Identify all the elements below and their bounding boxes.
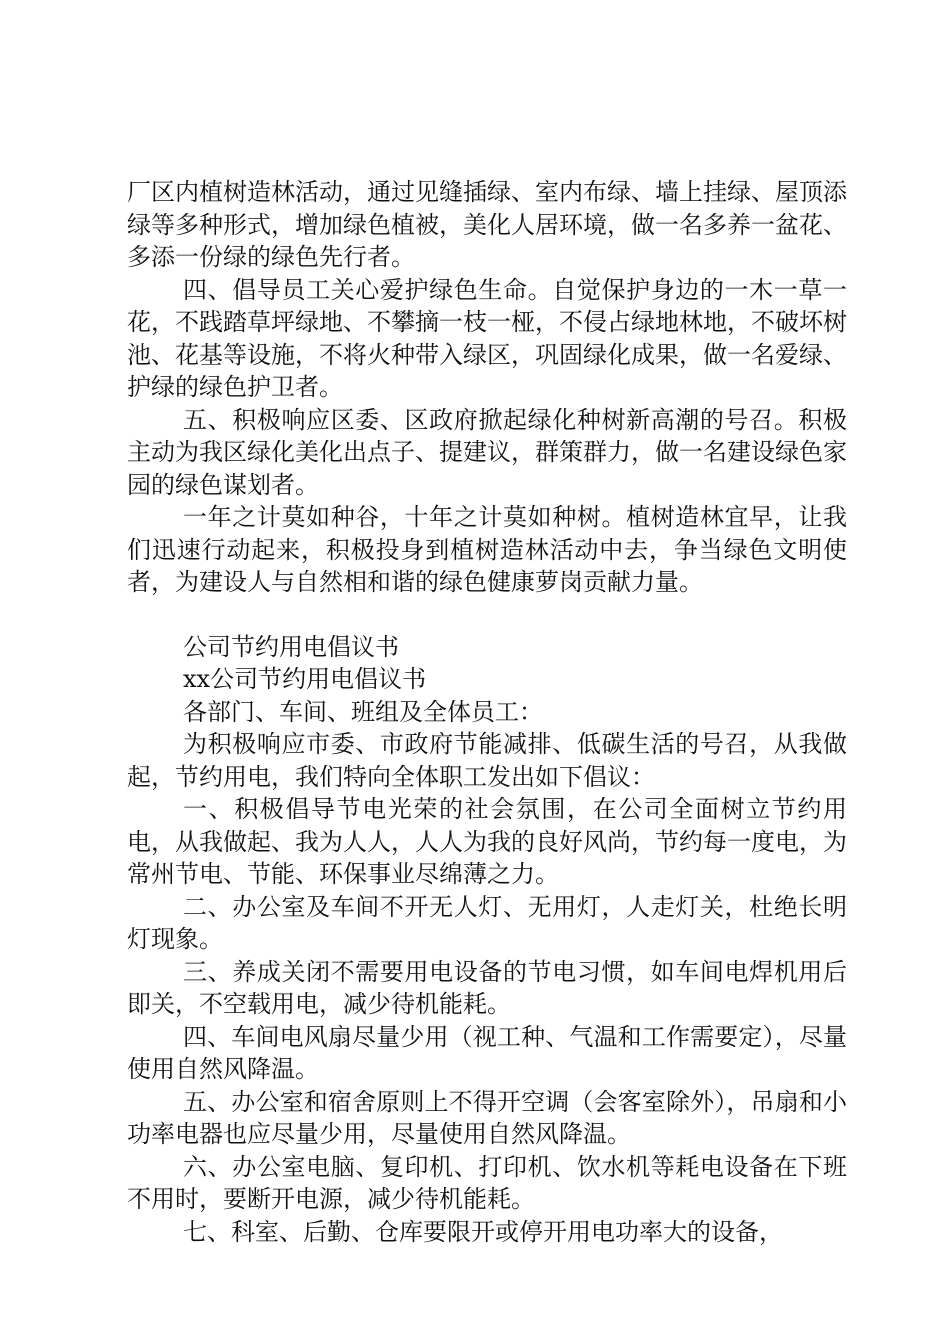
document-title: 公司节约用电倡议书 xyxy=(183,632,399,661)
paragraph-continuation: 厂区内植树造林活动，通过见缝插绿、室内布绿、墙上挂绿、屋顶添绿等多种形式，增加绿色植被，美化人居环境，做一名多养一盆花、多添一份绿的绿色先行者。 xyxy=(127,178,847,271)
salutation: 各部门、车间、班组及全体员工： xyxy=(183,697,543,726)
paragraph-closing: 一年之计莫如种谷，十年之计莫如种树。植树造林宜早，让我们迅速行动起来，积极投身到植树造林活动中去，争当绿色文明使者，为建设人与自然相和谐的绿色健康萝岗贡献力量。 xyxy=(127,503,847,596)
paragraph-item-4: 四、倡导员工关心爱护绿色生命。自觉保护身边的一木一草一花，不践踏草坪绿地、不攀摘一枝一桠，不侵占绿地林地，不破坏树池、花基等设施，不将火种带入绿区，巩固绿化成果，做一名爱绿、护绿的绿色护卫者。 xyxy=(127,275,847,401)
list-item: 二、办公室及车间不开无人灯、无用灯，人走灯关，杜绝长明灯现象。 xyxy=(127,892,847,953)
list-item: 一、积极倡导节电光荣的社会氛围，在公司全面树立节约用电，从我做起、我为人人，人人为我的良好风尚，节约每一度电，为常州节电、节能、环保事业尽绵薄之力。 xyxy=(127,795,847,888)
list-item: 七、科室、后勤、仓库要限开或停开用电功率大的设备， xyxy=(183,1217,783,1246)
list-item: 四、车间电风扇尽量少用（视工种、气温和工作需要定），尽量使用自然风降温。 xyxy=(127,1022,847,1083)
section-gap xyxy=(127,599,847,631)
paragraph-item-5: 五、积极响应区委、区政府掀起绿化种树新高潮的号召。积极主动为我区绿化美化出点子、提建议，群策群力，做一名建设绿色家园的绿色谋划者。 xyxy=(127,405,847,499)
document-body xyxy=(127,176,847,1248)
list-item: 五、办公室和宿舍原则上不得开空调（会客室除外），吊扇和小功率电器也应尽量少用，尽量使用自然风降温。 xyxy=(127,1087,847,1148)
document-subtitle: xx公司节约用电倡议书 xyxy=(183,665,427,693)
list-item: 六、办公室电脑、复印机、打印机、饮水机等耗电设备在下班不用时，要断开电源，减少待机能耗。 xyxy=(127,1152,847,1213)
list-item: 三、养成关闭不需要用电设备的节电习惯，如车间电焊机用后即关，不空载用电，减少待机能耗。 xyxy=(127,957,847,1018)
paragraph-intro: 为积极响应市委、市政府节能减排、低碳生活的号召，从我做起，节约用电，我们特向全体职工发出如下倡议： xyxy=(127,730,847,791)
